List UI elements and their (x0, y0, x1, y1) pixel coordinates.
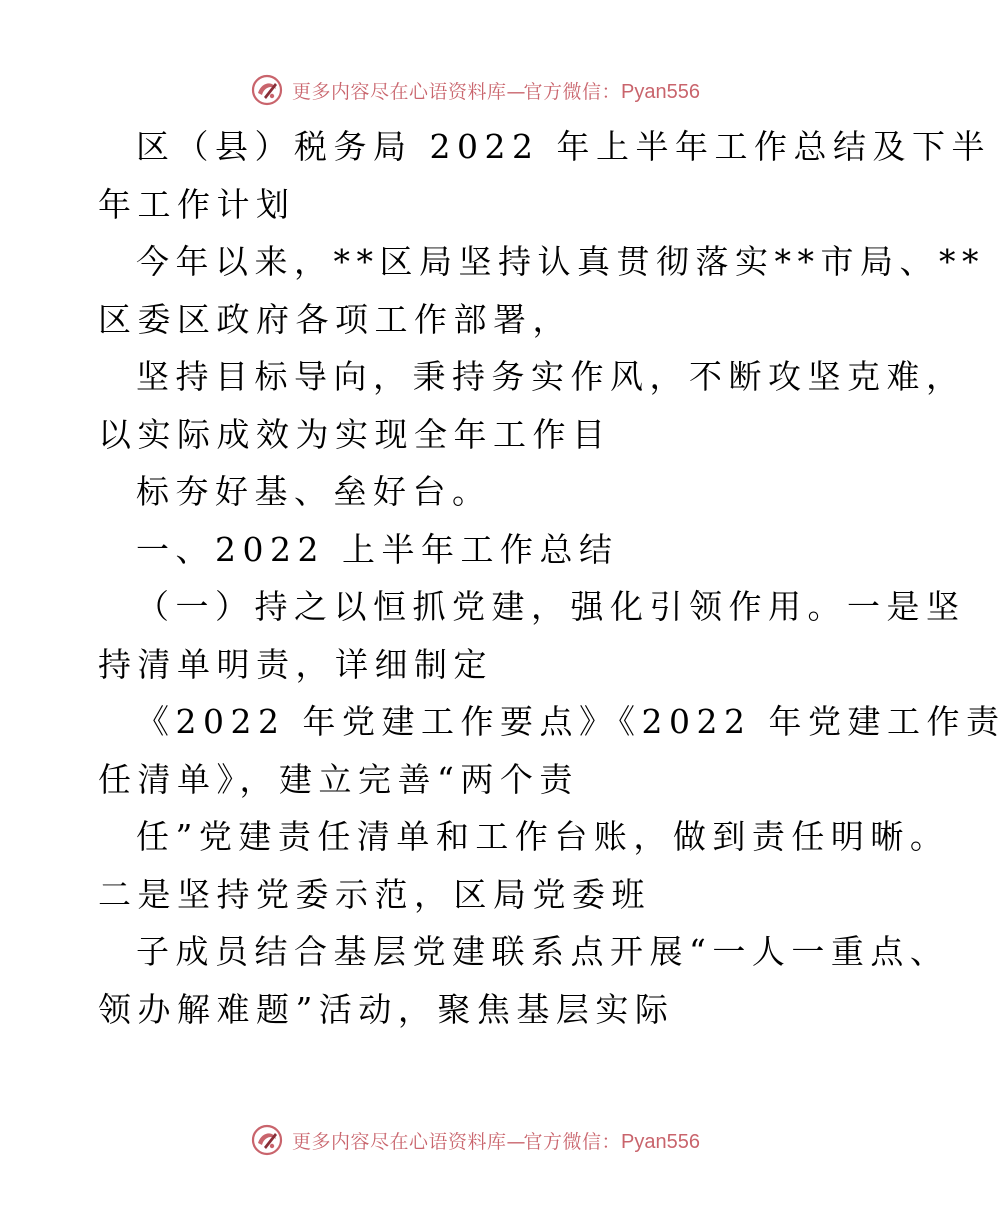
watermark-text (292, 1127, 700, 1154)
paragraph-line: 持清单明责，详细制定 (98, 644, 493, 684)
paragraph-line: 领办解难题”活动，聚焦基层实际 (98, 989, 675, 1029)
document-body (98, 118, 1005, 1038)
watermark-main-text: 更多内容尽在心语资料库 (292, 80, 507, 103)
watermark-handle: Pyan556 (621, 1130, 700, 1153)
paragraph-line: 今年以来，**区局坚持认真贯彻落实**市局、** (136, 242, 985, 281)
watermark-wechat-label: 官方微信： (523, 1130, 622, 1153)
watermark-dash: — (506, 1130, 524, 1153)
paragraph-line: （一）持之以恒抓党建，强化引领作用。一是坚 (136, 587, 966, 626)
footer-watermark (0, 1120, 950, 1160)
paragraph-line: 标夯好基、垒好台。 (136, 472, 492, 511)
swirl-logo-icon (250, 73, 284, 107)
paragraph-line: 任清单》，建立完善“两个责 (98, 759, 579, 799)
paragraph-line: 子成员结合基层党建联系点开展“一人一重点、 (136, 932, 950, 971)
watermark-main-text: 更多内容尽在心语资料库 (292, 1130, 507, 1153)
header-watermark (0, 70, 950, 110)
paragraph-line: 坚持目标导向，秉持务实作风，不断攻坚克难， (136, 357, 966, 396)
paragraph-line: 以实际成效为实现全年工作目 (98, 414, 612, 454)
paragraph-line: 二是坚持党委示范，区局党委班 (98, 874, 651, 914)
document-title-line-2: 年工作计划 (98, 184, 296, 224)
document-title-line-1: 区（县）税务局 2022 年上半年工作总结及下半 (136, 127, 991, 166)
watermark-handle: Pyan556 (621, 80, 700, 103)
watermark-text (292, 77, 700, 104)
swirl-logo-icon (250, 1123, 284, 1157)
watermark-wechat-label: 官方微信： (523, 80, 622, 103)
paragraph-line: 区委区政府各项工作部署， (98, 299, 572, 339)
section-heading: 一、2022 上半年工作总结 (136, 529, 619, 569)
paragraph-line: 任”党建责任清单和工作台账，做到责任明晰。 (136, 817, 950, 856)
paragraph-line: 《2022 年党建工作要点》《2022 年党建工作责 (136, 702, 1005, 741)
watermark-dash: — (506, 80, 524, 103)
